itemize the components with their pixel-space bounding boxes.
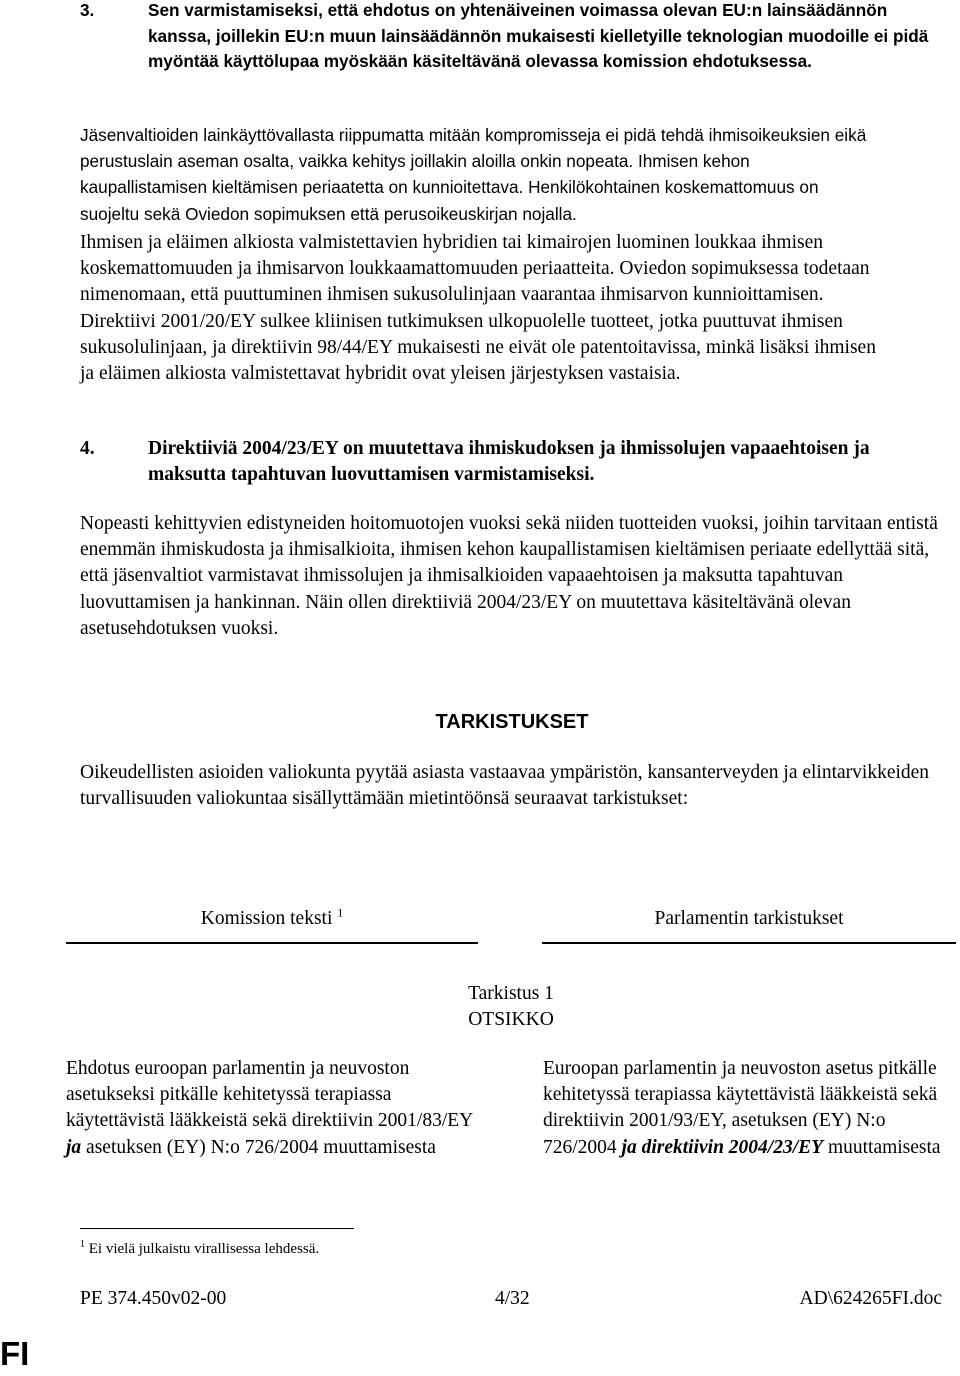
- footnote: [80, 1238, 319, 1260]
- section-title: TARKISTUKSET: [435, 711, 589, 733]
- item-4-paragraph: Nopeasti kehittyvien edistyneiden hoitomuotojen vuoksi sekä niiden tuotteiden vuoksi, joihin tarvitaan entistä enemmän ihmiskudosta ja ihmisalkioita, ihmisen kehon kaupallistamisen kieltämisen periaate edellyttää sitä, että jäsenvaltiot varmistavat ihmissolujen ja ihmisalkioiden vapaaehtoisen ja maksutta tapahtuvan luovuttamisen ja hankinnan. Näin ollen direktiiviä 2004/23/EY on muutettava käsiteltävänä olevan asetusehdotuksen vuoksi.: [80, 513, 938, 639]
- item-3-paragraph-sans: Jäsenvaltioiden lainkäyttövallasta riippumatta mitään kompromisseja ei pidä tehdä ihmisoikeuksien eikä perustuslain aseman osalta, vaikka kehitys joillakin aloilla onkin nopeata. Ihmisen kehon kaupallistamisen kieltämisen periaatetta on kunnioitettava. Henkilökohtainen koskemattomuus on suojeltu sekä Oviedon sopimuksen että perusoikeuskirjan nojalla.: [80, 125, 867, 224]
- amendment-left-tail: asetuksen (EY) N:o 726/2004 muuttamisesta: [86, 1136, 436, 1158]
- footnote-rule: [80, 1228, 354, 1229]
- footnote-marker: 1: [80, 1239, 85, 1250]
- item-3-heading: Sen varmistamiseksi, että ehdotus on yhtenäiveinen voimassa olevan EU:n lainsäädännön kanssa, joillekin EU:n muun lainsäädännön mukaisesti kielletyille teknologian muodoille ei pidä myöntää käyttölupaa myöskään käsiteltävänä olevassa komission ehdotuksessa.: [148, 0, 929, 71]
- item-4-number: 4.: [80, 438, 95, 459]
- amendment-right-tail: muuttamisesta: [827, 1136, 941, 1158]
- item-3-number: 3.: [80, 0, 95, 20]
- amendment-label: Tarkistus 1: [468, 983, 554, 1004]
- amendment-section: OTSIKKO: [468, 1009, 554, 1030]
- amendment-left-text: [66, 1056, 478, 1161]
- item-4: [80, 436, 940, 488]
- footer-doc-id: PE 374.450v02-00: [80, 1288, 227, 1309]
- item-4-heading: Direktiiviä 2004/23/EY on muutettava ihmiskudoksen ja ihmissolujen vapaaehtoisen ja maksutta tapahtuvan luovuttamisen varmistamiseksi.: [148, 438, 870, 486]
- item-3: [80, 0, 940, 75]
- footer-page-number: 4/32: [495, 1288, 530, 1309]
- column-header-left: [66, 906, 478, 932]
- column-header-left-label: Komission teksti: [200, 908, 333, 929]
- footer-filename: AD\624265FI.doc: [799, 1288, 942, 1309]
- footnote-ref: 1: [337, 905, 344, 920]
- amendment-right-text: [543, 1056, 943, 1161]
- amendment-right-emphasis: ja direktiivin 2004/23/EY: [621, 1136, 824, 1158]
- amendment-right-body: Euroopan parlamentin ja neuvoston asetus pitkälle kehitetyssä terapiassa käytettävistä lääkkeistä sekä direktiivin 2001/93/EY, asetuksen (EY) N:o 726/2004: [543, 1058, 938, 1158]
- tarkistukset-intro: Oikeudellisten asioiden valiokunta pyytää asiasta vastaavaa ympäristön, kansanterveyden ja elintarvikkeiden turvallisuuden valiokuntaa sisällyttämään mietintöönsä seuraavat tarkistukset:: [80, 762, 930, 810]
- amendment-left-emphasis: ja: [66, 1136, 82, 1158]
- header-rule-right: [542, 942, 956, 944]
- column-header-right: Parlamentin tarkistukset: [654, 908, 844, 929]
- language-code: FI: [0, 1335, 30, 1372]
- footnote-text: Ei vielä julkaistu virallisessa lehdessä.: [88, 1241, 320, 1257]
- header-rule-left: [66, 942, 478, 944]
- item-3-paragraph-serif: Ihmisen ja eläimen alkiosta valmistettavien hybridien tai kimairojen luominen loukkaa ihmisen koskemattomuuden ja ihmisarvon loukkaamattomuuden periaatteita. Oviedon sopimuksessa todetaan nimenomaan, että puuttuminen ihmisen sukusolulinjaan vaarantaa ihmisarvon kunnioittamisen. Direktiivi 2001/20/EY sulkee kliinisen tutkimuksen ulkopuolelle tuotteet, jotka puuttuvat ihmisen sukusolulinjaan, ja direktiivin 98/44/EY mukaisesti ne eivät ole patentoitavissa, minkä lisäksi ihmisen ja eläimen alkiosta valmistettavat hybridit ovat yleisen järjestyksen vastaisia.: [80, 232, 876, 385]
- amendment-left-body: Ehdotus euroopan parlamentin ja neuvoston asetukseksi pitkälle kehitetyssä terapiassa käytettävistä lääkkeistä sekä direktiivin 2001/83/EY: [66, 1058, 473, 1132]
